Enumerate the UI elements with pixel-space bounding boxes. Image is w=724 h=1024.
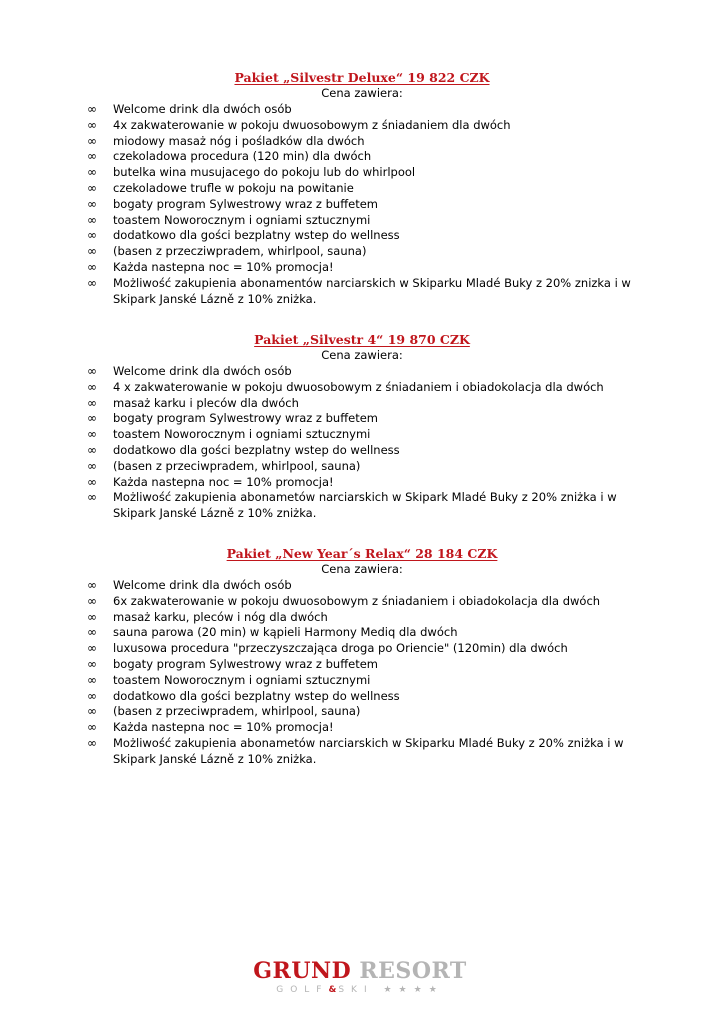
- package-items-list: [0, 102, 724, 307]
- list-item-text: masaż karku i pleców dla dwóch: [113, 395, 299, 410]
- list-item-text: 4x zakwaterowanie w pokoju dwuosobowym z śniadaniem dla dwóch: [113, 117, 511, 132]
- package-new-years-relax: [0, 546, 724, 768]
- infinity-bullet-icon: ∞: [87, 259, 97, 274]
- package-items-list: [0, 364, 724, 522]
- list-item-text: dodatkowo dla gości bezplatny wstep do wellness: [113, 442, 400, 457]
- list-item: [0, 720, 658, 736]
- infinity-bullet-icon: ∞: [87, 196, 97, 211]
- list-item: [0, 411, 658, 427]
- infinity-bullet-icon: ∞: [87, 442, 97, 457]
- list-item-text: (basen z przeciwpradem, whirlpool, sauna): [113, 458, 361, 473]
- list-item-text: Każda nastepna noc = 10% promocja!: [113, 720, 334, 735]
- list-item: [0, 689, 658, 705]
- package-subtitle: Cena zawiera:: [321, 348, 403, 362]
- list-item: [0, 149, 658, 165]
- infinity-bullet-icon: ∞: [87, 688, 97, 703]
- infinity-bullet-icon: ∞: [87, 165, 97, 180]
- infinity-bullet-icon: ∞: [87, 427, 97, 442]
- list-item-text: Każda nastepna noc = 10% promocja!: [113, 474, 334, 489]
- list-item-text: Każda nastepna noc = 10% promocja!: [113, 259, 334, 274]
- infinity-bullet-icon: ∞: [87, 244, 97, 259]
- list-item: [0, 704, 658, 720]
- list-item: [0, 197, 658, 213]
- package-title: Pakiet „Silvestr 4“ 19 870 CZK: [254, 332, 470, 347]
- list-item: [0, 102, 658, 118]
- list-item: [0, 181, 658, 197]
- infinity-bullet-icon: ∞: [87, 656, 97, 671]
- list-item: [0, 134, 658, 150]
- infinity-bullet-icon: ∞: [87, 593, 97, 608]
- list-item: [0, 427, 658, 443]
- infinity-bullet-icon: ∞: [87, 102, 97, 116]
- list-item-text: luxusowa procedura "przeczyszczająca droga po Oriencie" (120min) dla dwóch: [113, 641, 568, 656]
- infinity-bullet-icon: ∞: [87, 474, 97, 489]
- package-subtitle: Cena zawiera:: [321, 562, 403, 576]
- list-item: [0, 396, 658, 412]
- list-item-text: bogaty program Sylwestrowy wraz z buffetem: [113, 196, 378, 211]
- logo-stars-icon: ★★★★: [383, 985, 444, 995]
- list-item: [0, 657, 658, 673]
- list-item: [0, 228, 658, 244]
- list-item-text: dodatkowo dla gości bezplatny wstep do wellness: [113, 228, 400, 243]
- logo-ski: SKI: [338, 985, 374, 995]
- list-item-text: czekoladowe trufle w pokoju na powitanie: [113, 180, 354, 195]
- list-item-text: Możliwość zakupienia abonamentów narciarskich w Skiparku Mladé Buky z 20% znizka i w Skipark Janské Lázně z 10% zniżka.: [113, 275, 631, 306]
- infinity-bullet-icon: ∞: [87, 720, 97, 735]
- list-item: [0, 244, 658, 260]
- list-item-text: 6x zakwaterowanie w pokoju dwuosobowym z śniadaniem i obiadokolacja dla dwóch: [113, 593, 601, 608]
- list-item: [0, 459, 658, 475]
- logo-ampersand: &: [328, 985, 339, 995]
- package-title: Pakiet „Silvestr Deluxe“ 19 822 CZK: [234, 70, 490, 85]
- list-item: [0, 276, 658, 308]
- list-item-text: masaż karku, pleców i nóg dla dwóch: [113, 609, 328, 624]
- list-item-text: Możliwość zakupienia abonametów narciarskich w Skipark Mladé Buky z 20% zniżka i w Skipark Janské Lázně z 10% zniżka.: [113, 490, 617, 521]
- infinity-bullet-icon: ∞: [87, 704, 97, 719]
- infinity-bullet-icon: ∞: [87, 578, 97, 592]
- infinity-bullet-icon: ∞: [87, 609, 97, 624]
- list-item-text: toastem Noworocznym i ogniami sztucznymi: [113, 672, 371, 687]
- infinity-bullet-icon: ∞: [87, 735, 97, 750]
- list-item: [0, 380, 658, 396]
- infinity-bullet-icon: ∞: [87, 117, 97, 132]
- list-item-text: Welcome drink dla dwóch osób: [113, 364, 292, 378]
- list-item: [0, 118, 658, 134]
- list-item: [0, 490, 658, 522]
- list-item-text: czekoladowa procedura (120 min) dla dwóch: [113, 149, 372, 164]
- list-item-text: toastem Noworocznym i ogniami sztucznymi: [113, 212, 371, 227]
- list-item-text: Możliwość zakupienia abonametów narciarskich w Skiparku Mladé Buky z 20% zniżka i w Skipark Janské Lázně z 10% zniżka.: [113, 735, 624, 766]
- list-item: [0, 736, 658, 768]
- list-item-text: sauna parowa (20 min) w kąpieli Harmony Mediq dla dwóch: [113, 625, 458, 640]
- infinity-bullet-icon: ∞: [87, 228, 97, 243]
- list-item: [0, 260, 658, 276]
- list-item-text: dodatkowo dla gości bezplatny wstep do wellness: [113, 688, 400, 703]
- list-item: [0, 594, 658, 610]
- infinity-bullet-icon: ∞: [87, 395, 97, 410]
- infinity-bullet-icon: ∞: [87, 458, 97, 473]
- package-subtitle: Cena zawiera:: [321, 86, 403, 100]
- infinity-bullet-icon: ∞: [87, 180, 97, 195]
- list-item: [0, 641, 658, 657]
- infinity-bullet-icon: ∞: [87, 411, 97, 426]
- grund-resort-logo: [250, 958, 470, 996]
- infinity-bullet-icon: ∞: [87, 133, 97, 148]
- list-item-text: (basen z przeciwpradem, whirlpool, sauna): [113, 704, 361, 719]
- list-item-text: miodowy masaż nóg i pośladków dla dwóch: [113, 133, 365, 148]
- infinity-bullet-icon: ∞: [87, 490, 97, 505]
- list-item: [0, 610, 658, 626]
- list-item-text: butelka wina musujacego do pokoju lub do whirlpool: [113, 165, 416, 180]
- infinity-bullet-icon: ∞: [87, 364, 97, 378]
- infinity-bullet-icon: ∞: [87, 672, 97, 687]
- logo-golf: GOLF: [276, 985, 329, 995]
- logo-word-grund: GRUND: [253, 958, 352, 984]
- infinity-bullet-icon: ∞: [87, 625, 97, 640]
- list-item: [0, 364, 658, 380]
- package-silvestr-deluxe: [0, 70, 724, 307]
- infinity-bullet-icon: ∞: [87, 379, 97, 394]
- infinity-bullet-icon: ∞: [87, 641, 97, 656]
- list-item: [0, 475, 658, 491]
- package-title: Pakiet „New Year´s Relax“ 28 184 CZK: [226, 546, 498, 561]
- package-items-list: [0, 578, 724, 768]
- list-item-text: Welcome drink dla dwóch osób: [113, 578, 292, 592]
- package-silvestr-4: [0, 332, 724, 522]
- list-item-text: toastem Noworocznym i ogniami sztucznymi: [113, 427, 371, 442]
- list-item-text: Welcome drink dla dwóch osób: [113, 102, 292, 116]
- infinity-bullet-icon: ∞: [87, 275, 97, 290]
- list-item-text: bogaty program Sylwestrowy wraz z buffetem: [113, 656, 378, 671]
- list-item-text: bogaty program Sylwestrowy wraz z buffetem: [113, 411, 378, 426]
- logo-tagline: [250, 984, 470, 996]
- list-item-text: (basen z przecziwpradem, whirlpool, sauna): [113, 244, 367, 259]
- list-item: [0, 578, 658, 594]
- list-item: [0, 625, 658, 641]
- list-item: [0, 673, 658, 689]
- list-item: [0, 213, 658, 229]
- infinity-bullet-icon: ∞: [87, 212, 97, 227]
- list-item: [0, 443, 658, 459]
- logo-wordmark: [250, 958, 470, 984]
- list-item-text: 4 x zakwaterowanie w pokoju dwuosobowym z śniadaniem i obiadokolacja dla dwóch: [113, 379, 604, 394]
- logo-word-resort: RESORT: [359, 958, 467, 984]
- list-item: [0, 165, 658, 181]
- infinity-bullet-icon: ∞: [87, 149, 97, 164]
